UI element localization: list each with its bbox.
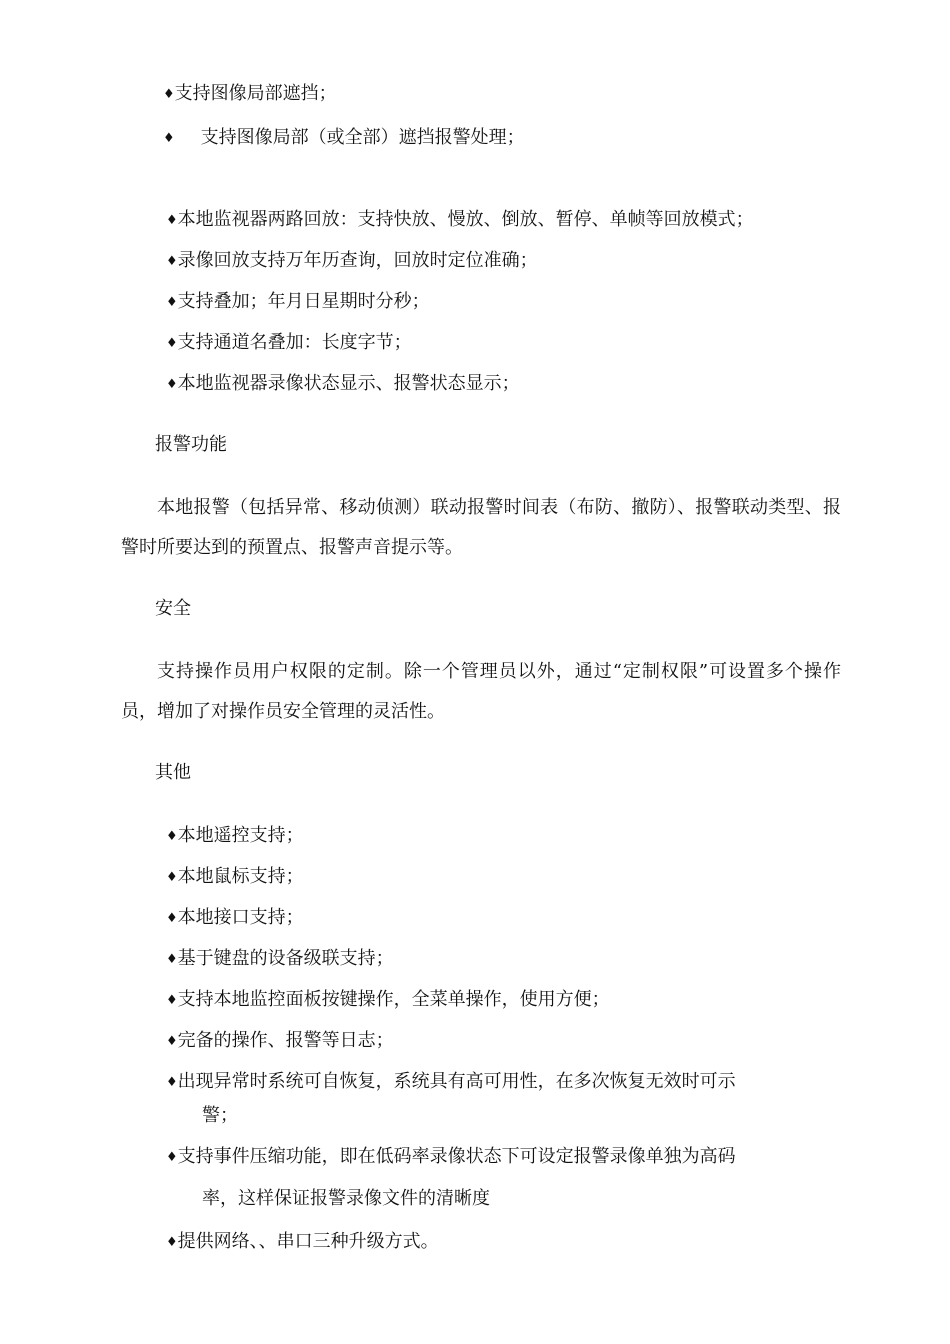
section-heading-alarm: 报警功能 xyxy=(155,434,227,455)
list-item-text: 支持事件压缩功能，即在低码率录像状态下可设定报警录像单独为高码 xyxy=(177,1146,736,1167)
diamond-bullet-icon: ♦ xyxy=(166,254,178,269)
list-item-text: 本地遥控支持； xyxy=(177,825,304,846)
list-item-text: 本地监视器两路回放：支持快放、慢放、倒放、暂停、单帧等回放模式； xyxy=(177,209,754,230)
list-item-text: 支持本地监控面板按键操作，全菜单操作，使用方便； xyxy=(177,989,610,1010)
list-item-text: 支持图像局部（或全部）遮挡报警处理； xyxy=(200,127,525,148)
diamond-bullet-icon: ♦ xyxy=(166,213,178,228)
list-item-text: 本地监视器录像状态显示、报警状态显示； xyxy=(177,373,520,394)
list-item-text: 本地接口支持； xyxy=(177,907,304,928)
list-item-text: 支持图像局部遮挡； xyxy=(174,83,337,104)
list-item-text: 基于键盘的设备级联支持； xyxy=(177,948,394,969)
section-heading-other: 其他 xyxy=(155,762,191,783)
diamond-bullet-icon: ♦ xyxy=(166,377,178,392)
list-item-text: 录像回放支持万年历查询，回放时定位准确； xyxy=(177,250,538,271)
list-item xyxy=(166,1230,439,1255)
diamond-bullet-icon: ♦ xyxy=(166,1150,178,1165)
list-item xyxy=(166,208,754,233)
list-item xyxy=(166,1070,736,1095)
diamond-bullet-icon: ♦ xyxy=(166,993,178,1008)
diamond-bullet-icon: ♦ xyxy=(166,1235,178,1250)
list-item xyxy=(166,988,610,1013)
list-item-text: 完备的操作、报警等日志； xyxy=(177,1030,394,1051)
list-item xyxy=(166,865,304,890)
diamond-bullet-icon: ♦ xyxy=(166,870,178,885)
security-paragraph: 支持操作员用户权限的定制。除一个管理员以外，通过“定制权限”可设置多个操作员，增加了对操作员安全管理的灵活性。 xyxy=(121,661,841,722)
diamond-bullet-icon: ♦ xyxy=(166,336,178,351)
alarm-paragraph: 本地报警（包括异常、移动侦测）联动报警时间表（布防、撤防）、报警联动类型、报警时所要达到的预置点、报警声音提示等。 xyxy=(121,497,841,558)
list-item-text: 支持通道名叠加：长度字节； xyxy=(177,332,412,353)
diamond-bullet-icon: ♦ xyxy=(166,952,178,967)
list-item xyxy=(166,331,412,356)
list-item-text: 支持叠加；年月日星期时分秒； xyxy=(177,291,430,312)
list-item xyxy=(166,1029,394,1054)
list-item xyxy=(163,82,337,107)
list-item xyxy=(166,824,304,849)
list-item xyxy=(166,1145,736,1170)
list-item-text: 出现异常时系统可自恢复，系统具有高可用性，在多次恢复无效时可示 xyxy=(177,1071,736,1092)
diamond-bullet-icon: ♦ xyxy=(166,295,178,310)
section-heading-security: 安全 xyxy=(155,598,191,619)
list-item xyxy=(166,249,538,274)
diamond-bullet-icon: ♦ xyxy=(166,1075,178,1090)
diamond-bullet-icon: ♦ xyxy=(166,911,178,926)
diamond-bullet-icon: ♦ xyxy=(166,1034,178,1049)
list-item xyxy=(166,947,394,972)
diamond-bullet-icon: ♦ xyxy=(163,131,175,146)
diamond-bullet-icon: ♦ xyxy=(163,87,175,102)
list-item xyxy=(166,372,520,397)
list-item-text: 本地鼠标支持； xyxy=(177,866,304,887)
list-item xyxy=(163,126,525,151)
diamond-bullet-icon: ♦ xyxy=(166,829,178,844)
list-item-continuation: 率，这样保证报警录像文件的清晰度 xyxy=(202,1188,490,1209)
list-item xyxy=(166,290,430,315)
list-item-continuation: 警； xyxy=(202,1105,238,1126)
list-item xyxy=(166,906,304,931)
list-item-text: 提供网络、、串口三种升级方式。 xyxy=(177,1231,439,1252)
